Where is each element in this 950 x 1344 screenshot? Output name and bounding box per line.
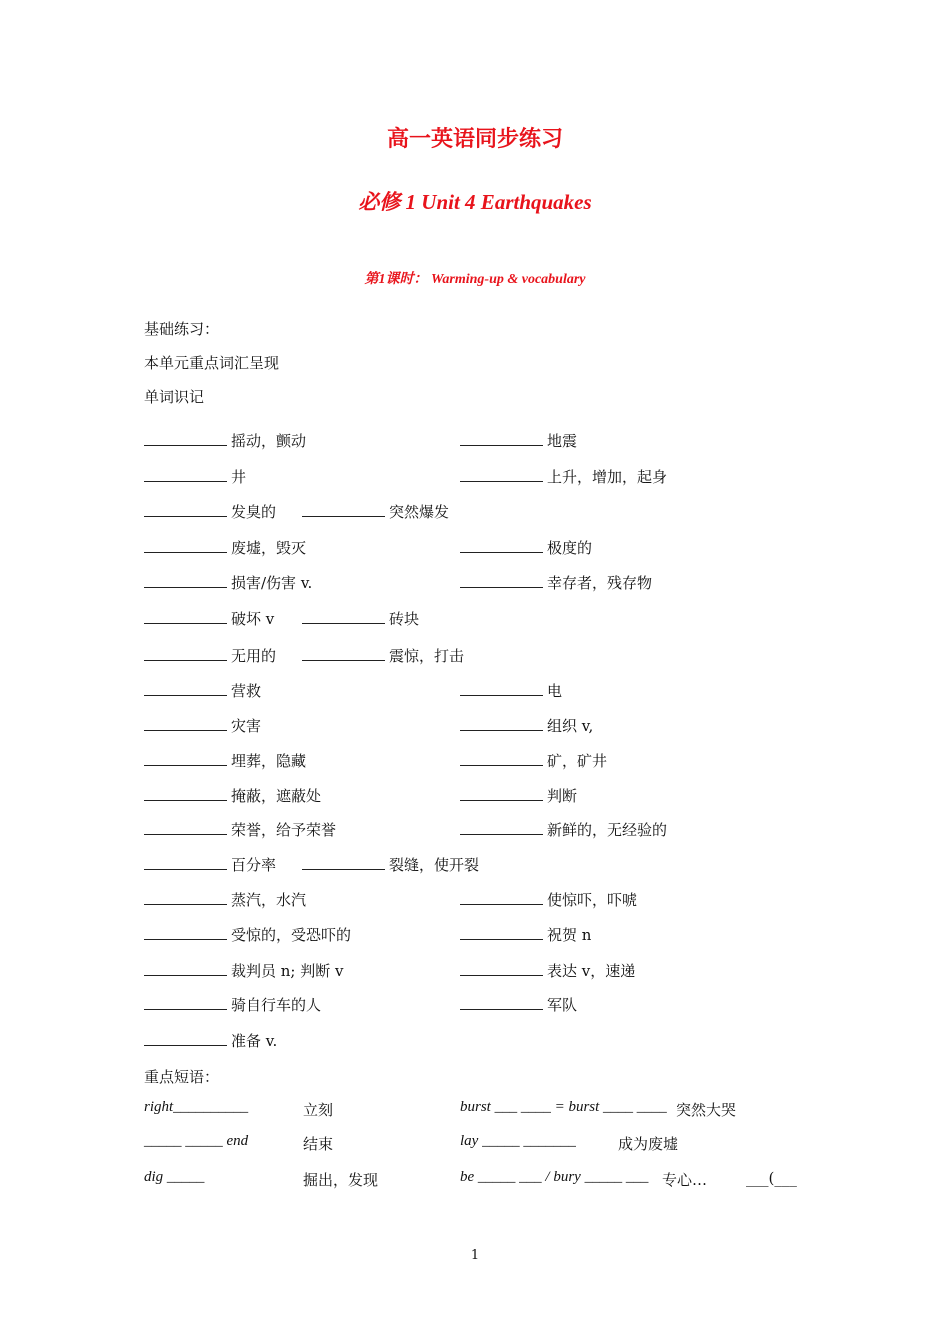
phrase-meaning: 成为废墟 [618, 1135, 679, 1153]
answer-blank[interactable] [144, 609, 227, 624]
answer-blank[interactable] [302, 855, 385, 870]
answer-blank[interactable] [302, 646, 385, 661]
vocab-meaning: 荣誉，给予荣誉 [231, 821, 337, 839]
answer-blank[interactable] [144, 1031, 227, 1046]
vocab-meaning: 地震 [547, 432, 578, 450]
vocab-item [144, 537, 306, 558]
answer-blank[interactable] [460, 786, 543, 801]
vocab-item [144, 854, 276, 875]
lesson-heading: 第1课时： Warming-up & vocabulary [364, 272, 586, 287]
answer-blank[interactable] [144, 716, 227, 731]
page-title: 高一英语同步练习 [386, 126, 563, 152]
vocab-item [144, 430, 306, 451]
vocab-item [460, 572, 652, 593]
vocab-item [144, 608, 274, 629]
vocab-item [460, 994, 577, 1015]
answer-blank[interactable] [144, 502, 227, 517]
vocab-meaning: 无用的 [231, 647, 277, 665]
answer-blank[interactable] [460, 820, 543, 835]
phrase-meaning: 结束 [303, 1135, 334, 1153]
vocab-item [144, 750, 306, 771]
phrase-tail-blank[interactable]: ___(___ [746, 1169, 797, 1187]
answer-blank[interactable] [460, 431, 543, 446]
answer-blank[interactable] [460, 467, 543, 482]
phrase-english[interactable]: lay _____ _______ [460, 1133, 576, 1149]
phrase-meaning: 立刻 [303, 1101, 334, 1119]
vocab-item [460, 819, 667, 840]
answer-blank[interactable] [144, 925, 227, 940]
vocab-item [302, 854, 479, 875]
vocab-meaning: 判断 [547, 787, 578, 805]
vocab-item [460, 960, 635, 981]
answer-blank[interactable] [302, 502, 385, 517]
answer-blank[interactable] [144, 431, 227, 446]
vocab-item [460, 466, 667, 487]
vocab-item [460, 680, 562, 701]
answer-blank[interactable] [144, 786, 227, 801]
vocab-meaning: 砖块 [389, 610, 420, 628]
vocab-item [460, 924, 591, 945]
answer-blank[interactable] [460, 995, 543, 1010]
vocab-meaning: 废墟，毁灭 [231, 539, 307, 557]
answer-blank[interactable] [460, 751, 543, 766]
section-memory: 单词识记 [144, 388, 205, 406]
section-basic: 基础练习： [144, 320, 220, 338]
vocab-meaning: 埋葬，隐藏 [231, 752, 307, 770]
vocab-item [144, 1030, 277, 1051]
vocab-meaning: 井 [231, 468, 247, 486]
vocab-item [302, 608, 419, 629]
vocab-meaning: 新鲜的，无经验的 [547, 821, 668, 839]
vocab-meaning: 骑自行车的人 [231, 996, 322, 1014]
vocab-item [460, 715, 593, 736]
vocab-item [302, 501, 449, 522]
phrase-english[interactable]: right__________ [144, 1099, 249, 1115]
vocab-item [144, 466, 246, 487]
vocab-meaning: 破坏 v [231, 610, 275, 628]
vocab-meaning: 摇动，颤动 [231, 432, 307, 450]
vocab-meaning: 蒸汽，水汽 [231, 891, 307, 909]
vocab-item [144, 572, 312, 593]
vocab-item [144, 960, 344, 981]
vocab-meaning: 百分率 [231, 856, 277, 874]
unit-subtitle: 必修 1 Unit 4 Earthquakes [358, 190, 592, 214]
answer-blank[interactable] [144, 681, 227, 696]
answer-blank[interactable] [460, 890, 543, 905]
vocab-meaning: 突然爆发 [389, 503, 450, 521]
vocab-item [460, 889, 637, 910]
answer-blank[interactable] [460, 681, 543, 696]
vocab-meaning: 裁判员 n; 判断 v [231, 962, 344, 980]
answer-blank[interactable] [460, 961, 543, 976]
phrase-english[interactable]: be _____ ___ / bury _____ ___ [460, 1169, 649, 1185]
vocab-meaning: 准备 v. [231, 1032, 278, 1050]
page-number: 1 [470, 1248, 480, 1263]
vocab-item [144, 501, 276, 522]
vocab-item [144, 889, 306, 910]
vocab-meaning: 掩蔽，遮蔽处 [231, 787, 322, 805]
vocab-meaning: 组织 v, [547, 717, 594, 735]
vocab-meaning: 损害/伤害 v. [231, 574, 313, 592]
vocab-meaning: 矿，矿井 [547, 752, 608, 770]
vocab-item [460, 750, 607, 771]
vocab-meaning: 极度的 [547, 539, 593, 557]
answer-blank[interactable] [144, 573, 227, 588]
vocab-meaning: 受惊的，受恐吓的 [231, 926, 352, 944]
answer-blank[interactable] [144, 855, 227, 870]
vocab-item [460, 785, 577, 806]
vocab-meaning: 使惊吓，吓唬 [547, 891, 638, 909]
vocab-meaning: 军队 [547, 996, 578, 1014]
phrase-meaning: 掘出，发现 [303, 1171, 379, 1189]
answer-blank[interactable] [460, 538, 543, 553]
answer-blank[interactable] [144, 538, 227, 553]
phrase-english[interactable]: dig _____ [144, 1169, 205, 1185]
section-present: 本单元重点词汇呈现 [144, 354, 280, 372]
phrase-meaning: 专心… [662, 1171, 708, 1189]
vocab-meaning: 表达 v，速递 [547, 962, 636, 980]
phrase-meaning: 突然大哭 [676, 1101, 737, 1119]
answer-blank[interactable] [460, 925, 543, 940]
vocab-meaning: 震惊，打击 [389, 647, 465, 665]
vocab-item [144, 819, 336, 840]
answer-blank[interactable] [144, 995, 227, 1010]
answer-blank[interactable] [144, 890, 227, 905]
answer-blank[interactable] [144, 467, 227, 482]
vocab-item [144, 785, 321, 806]
phrase-english[interactable]: _____ _____ end [144, 1133, 249, 1149]
answer-blank[interactable] [144, 961, 227, 976]
vocab-item [144, 924, 351, 945]
answer-blank[interactable] [144, 820, 227, 835]
vocab-item [302, 645, 464, 666]
section-phrases: 重点短语： [144, 1068, 220, 1086]
vocab-meaning: 裂缝，使开裂 [389, 856, 480, 874]
vocab-item [460, 430, 577, 451]
vocab-meaning: 营救 [231, 682, 262, 700]
answer-blank[interactable] [302, 609, 385, 624]
vocab-meaning: 电 [547, 682, 563, 700]
vocab-item [144, 994, 321, 1015]
answer-blank[interactable] [460, 573, 543, 588]
phrase-english[interactable]: burst ___ ____ = burst ____ ____ [460, 1099, 667, 1115]
vocab-meaning: 上升，增加，起身 [547, 468, 668, 486]
answer-blank[interactable] [144, 646, 227, 661]
vocab-item [144, 680, 261, 701]
answer-blank[interactable] [460, 716, 543, 731]
vocab-item [460, 537, 592, 558]
vocab-meaning: 灾害 [231, 717, 262, 735]
vocab-meaning: 发臭的 [231, 503, 277, 521]
vocab-meaning: 祝贺 n [547, 926, 592, 944]
vocab-item [144, 645, 276, 666]
vocab-meaning: 幸存者，残存物 [547, 574, 653, 592]
answer-blank[interactable] [144, 751, 227, 766]
vocab-item [144, 715, 261, 736]
